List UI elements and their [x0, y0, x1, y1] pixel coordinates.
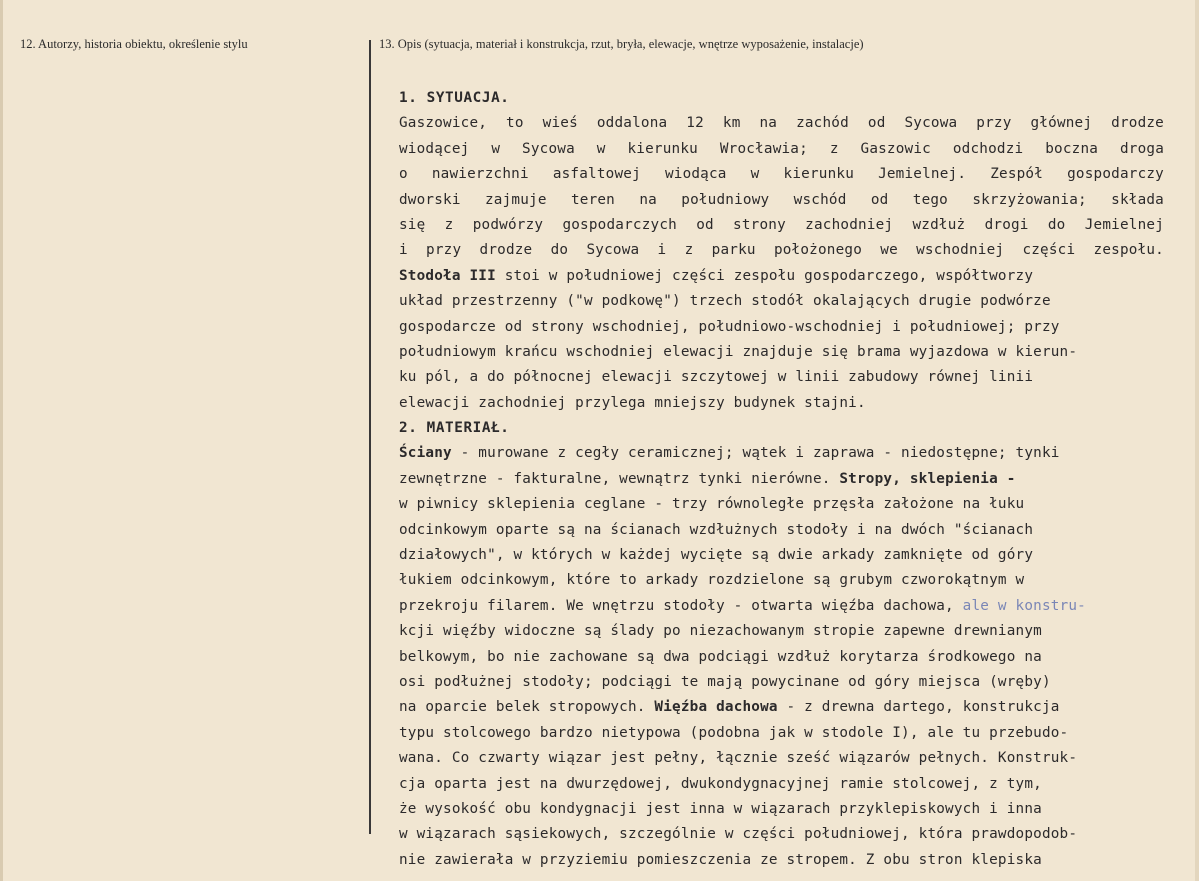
- text-fragment: stoi w południowej części zespołu gospodarczego, współtworzy: [495, 267, 1034, 284]
- text-line: w piwnicy sklepienia ceglane - trzy równoległe przęsła założone na łuku: [399, 496, 1025, 513]
- column-divider: [369, 40, 371, 834]
- text-line: cja oparta jest na dwurzędowej, dwukondygnacyjnej ramie stolcowej, z tym,: [399, 775, 1042, 792]
- section-heading-situation: 1. SYTUACJA.: [399, 90, 510, 106]
- truss-label: Więźba dachowa: [654, 699, 778, 716]
- text-line: typu stolcowego bardzo nietypowa (podobna jak w stodole I), ale tu przebudo-: [399, 724, 1069, 741]
- text-line: [399, 695, 1164, 720]
- text-line: elewacji zachodniej przylega mniejszy budynek stajni.: [399, 394, 866, 411]
- text-line: wiodącej w Sycowa w kierunku Wrocławia; z Gaszowic odchodzi boczna droga: [399, 140, 1164, 157]
- text-line: układ przestrzenny ("w podkowę") trzech stodół okalających drugie podwórze: [399, 293, 1051, 310]
- text-line: Gaszowice, to wieś oddalona 12 km na zachód od Sycowa przy głównej drodze: [399, 115, 1164, 132]
- text-fragment: na oparcie belek stropowych.: [399, 699, 655, 716]
- section-heading-material: 2. MATERIAŁ.: [399, 420, 510, 437]
- walls-label: Ściany: [399, 445, 452, 462]
- text-line: ku pól, a do północnej elewacji szczytowej w linii zabudowy równej linii: [399, 369, 1034, 386]
- text-line: i przy drodze do Sycowa i z parku położonego we wschodniej części zespołu.: [399, 242, 1164, 259]
- text-line: nie zawierała w przyziemiu pomieszczenia ze stropem. Z obu stron klepiska: [399, 851, 1042, 868]
- text-line: południowym krańcu wschodniej elewacji znajduje się brama wyjazdowa w kierun-: [399, 343, 1078, 360]
- text-line: belkowym, bo nie zachowane są dwa podciągi wzdłuż korytarza środkowego na: [399, 648, 1042, 665]
- text-line: gospodarcze od strony wschodniej, południowo-wschodniej i południowej; przy: [399, 318, 1060, 335]
- typed-description: [399, 86, 1164, 873]
- text-line: [399, 467, 1164, 492]
- ceilings-label: Stropy, sklepienia -: [839, 470, 1016, 487]
- text-fragment: zewnętrzne - fakturalne, wewnątrz tynki nierówne.: [399, 470, 840, 487]
- text-line: działowych", w których w każdej wycięte są dwie arkady zamknięte od góry: [399, 547, 1034, 564]
- text-line: [399, 264, 1164, 289]
- text-line: kcji więźby widoczne są ślady po niezachowanym stropie zapewne drewnianym: [399, 623, 1042, 640]
- text-fragment: - z drewna dartego, konstrukcja: [777, 699, 1060, 716]
- page-edge-left: [0, 0, 3, 881]
- text-line: w wiązarach sąsiekowych, szczególnie w części południowej, która prawdopodob-: [399, 826, 1078, 843]
- text-fragment: przekroju filarem. We wnętrzu stodoły - otwarta więźba dachowa,: [399, 597, 954, 614]
- text-line: się z podwórzy gospodarczych od strony zachodniej wzdłuż drogi do Jemielnej: [399, 216, 1164, 233]
- text-line: wana. Co czwarty wiązar jest pełny, łącznie sześć wiązarów pełnych. Konstruk-: [399, 750, 1078, 767]
- text-line: [399, 594, 1164, 619]
- barn-name: Stodoła III: [399, 267, 496, 284]
- text-line: [399, 441, 1164, 466]
- text-line: osi podłużnej stodoły; podciągi te mają powycinane od góry miejsca (wręby): [399, 673, 1051, 690]
- page-edge-right: [1195, 0, 1199, 881]
- field-12-header: 12. Autorzy, historia obiektu, określenie stylu: [20, 37, 248, 51]
- field-13-header: 13. Opis (sytuacja, materiał i konstrukcja, rzut, bryła, elewacje, wnętrze wyposażenie, instalacje): [379, 37, 864, 51]
- text-line: odcinkowym oparte są na ścianach wzdłużnych stodoły i na dwóch "ścianach: [399, 521, 1034, 538]
- text-line: o nawierzchni asfaltowej wiodąca w kierunku Jemielnej. Zespół gospodarczy: [399, 166, 1164, 183]
- overtyped-correction: ale w konstru-: [953, 597, 1086, 614]
- text-line: dworski zajmuje teren na południowy wschód od tego skrzyżowania; składa: [399, 191, 1164, 208]
- text-fragment: - murowane z cegły ceramicznej; wątek i zaprawa - niedostępne; tynki: [451, 445, 1060, 462]
- text-line: łukiem odcinkowym, które to arkady rozdzielone są grubym czworokątnym w: [399, 572, 1025, 589]
- text-line: że wysokość obu kondygnacji jest inna w wiązarach przyklepiskowych i inna: [399, 800, 1042, 817]
